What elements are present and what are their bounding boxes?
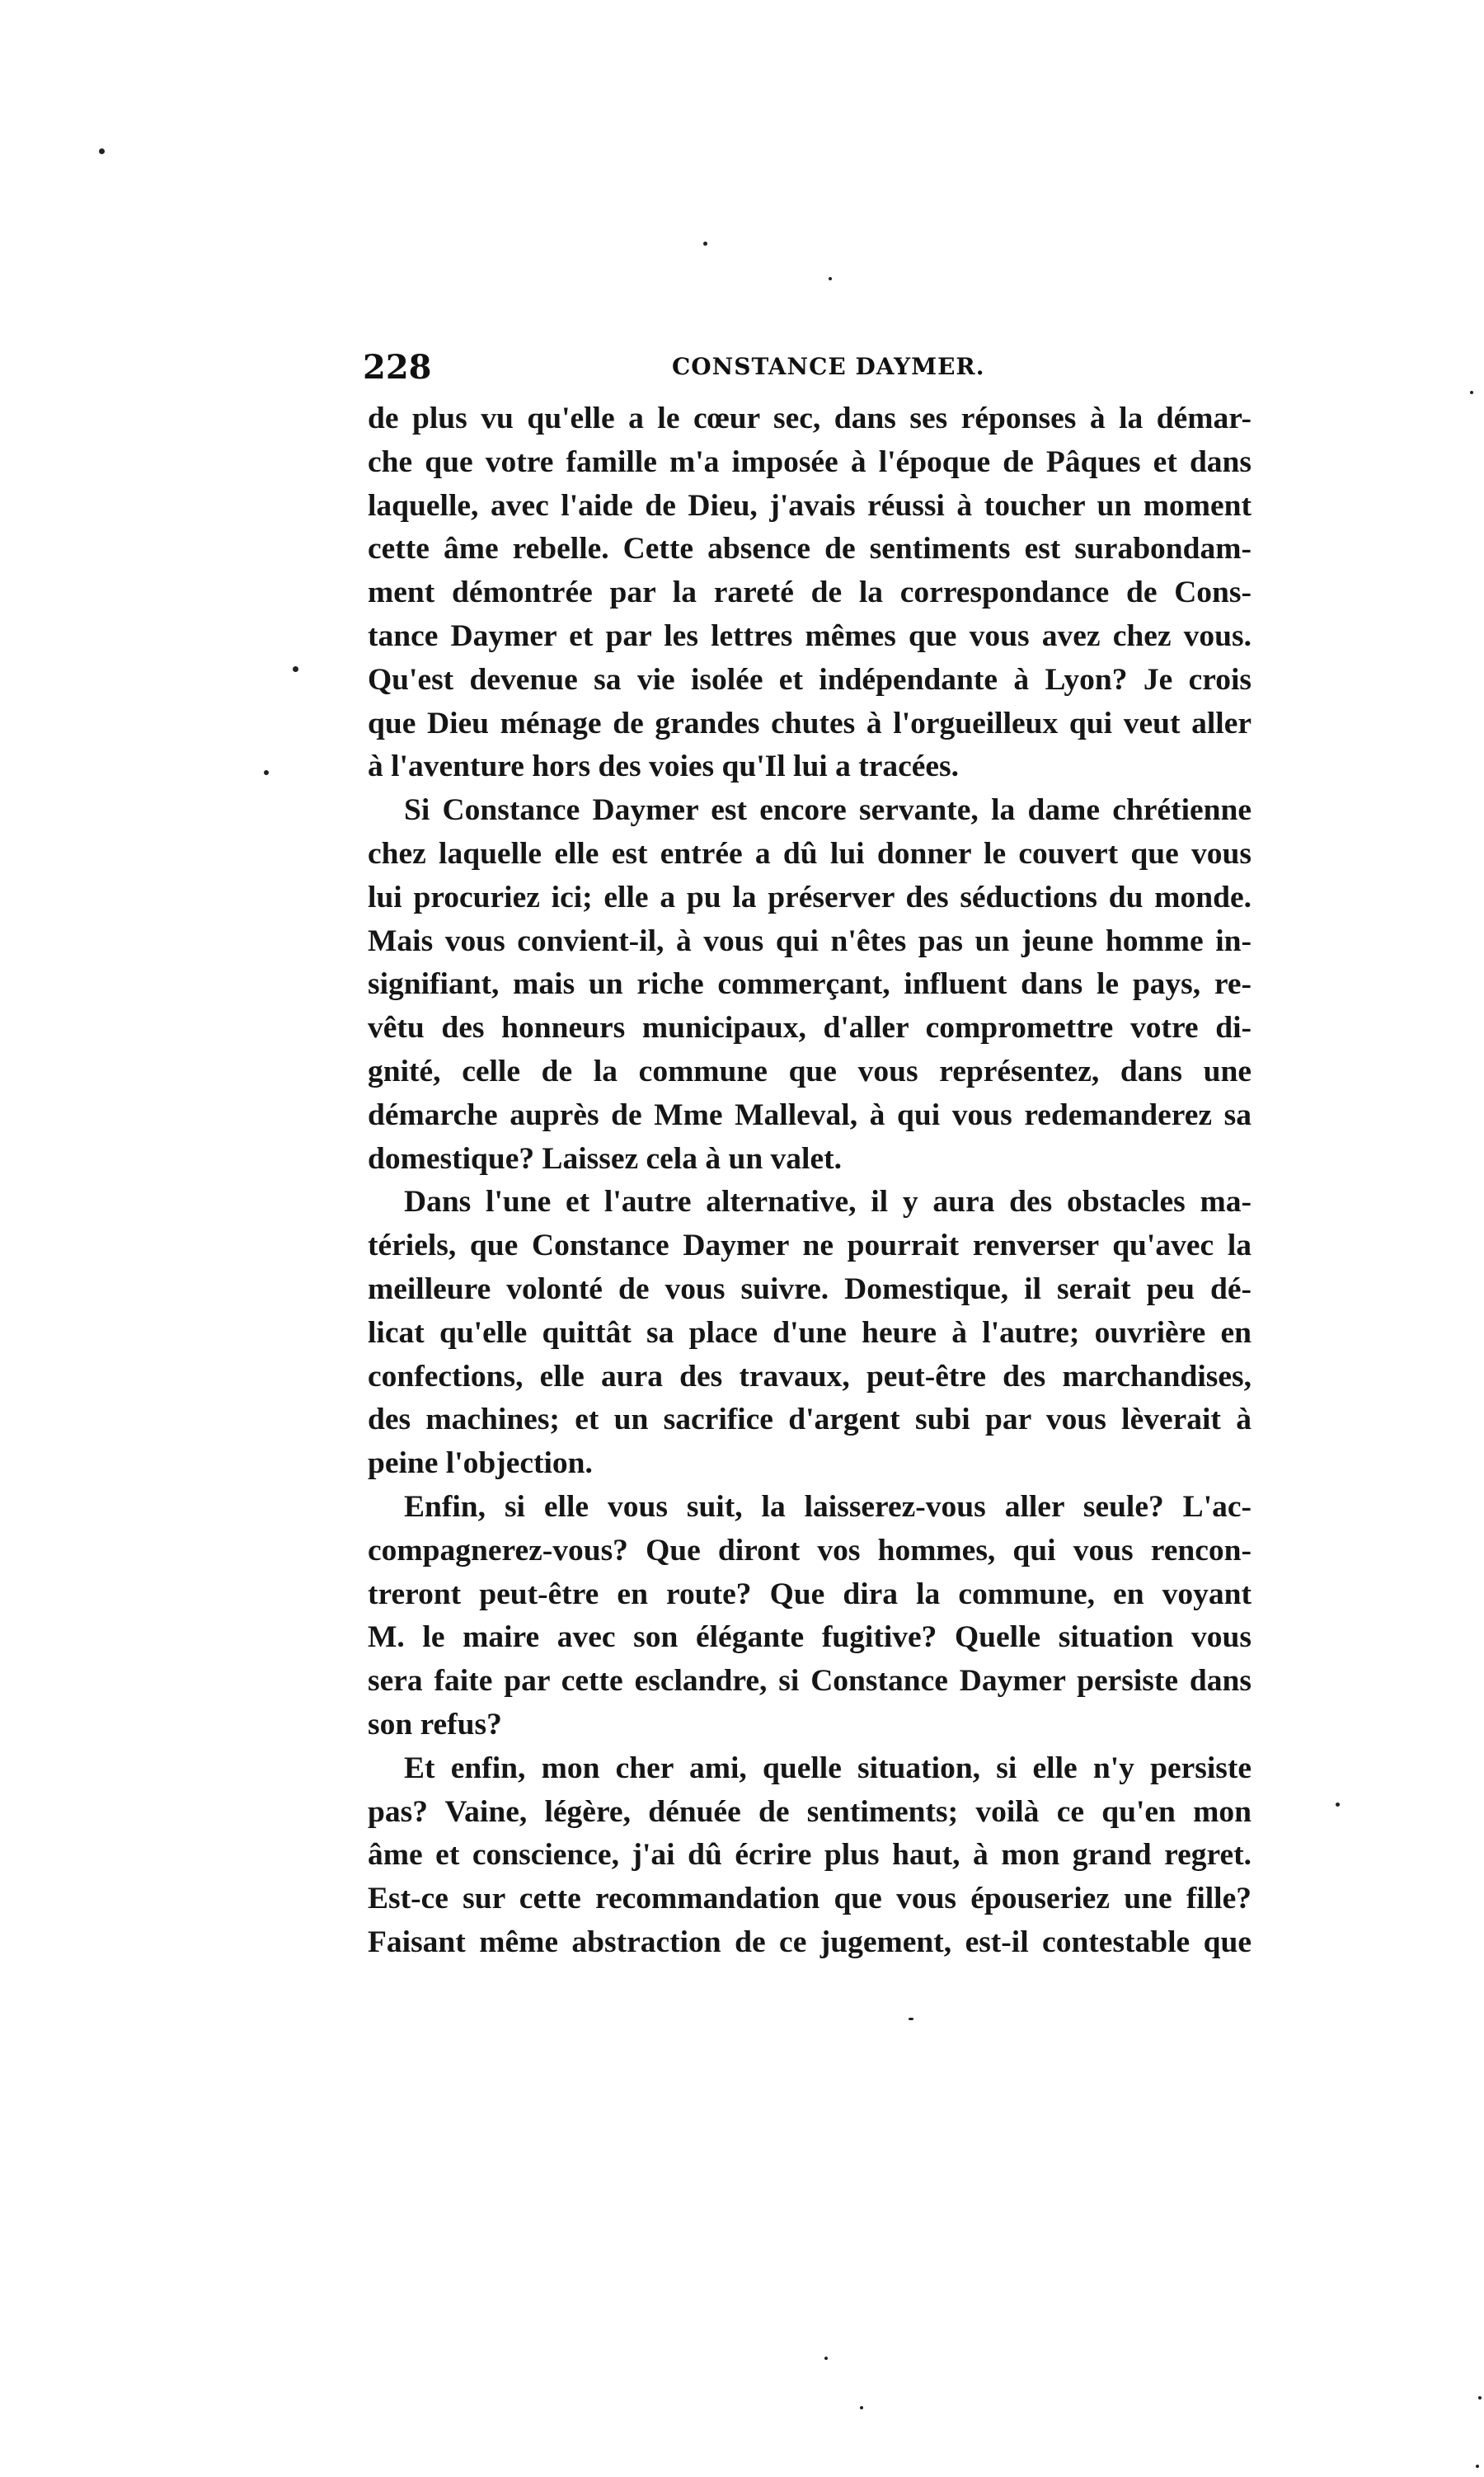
text-line: Faisant même abstraction de ce jugement, est-il contestable que (368, 1925, 1252, 1959)
text-line: meilleure volonté de vous suivre. Domestique, il serait peu dé- (368, 1271, 1252, 1306)
text-line: compagnerez-vous? Que diront vos hommes, qui vous rencon- (368, 1533, 1252, 1568)
scan-speck (1478, 2396, 1482, 2399)
text-line: chez laquelle elle est entrée a dû lui donner le couvert que vous (368, 836, 1252, 871)
text-line: cette âme rebelle. Cette absence de sentiments est surabondam- (368, 532, 1252, 566)
text-line: Mais vous convient-il, à vous qui n'êtes pas un jeune homme in- (368, 924, 1252, 958)
text-line: démarche auprès de Mme Malleval, à qui vous redemanderez sa (368, 1097, 1252, 1132)
text-line: Dans l'une et l'autre alternative, il y aura des obstacles ma- (404, 1185, 1252, 1220)
text-line: licat qu'elle quittât sa place d'une heure à l'autre; ouvrière en (368, 1315, 1252, 1350)
scan-speck (703, 242, 707, 246)
scan-speck (824, 2357, 828, 2360)
text-line: Qu'est devenue sa vie isolée et indépendante à Lyon? Je crois (368, 662, 1252, 697)
scan-speck (1476, 2465, 1479, 2468)
scan-speck (1336, 1803, 1340, 1807)
scan-speck (829, 277, 832, 280)
text-line: Et enfin, mon cher ami, quelle situation, si elle n'y persiste (404, 1751, 1252, 1785)
text-line: vêtu des honneurs municipaux, d'aller compromettre votre di- (368, 1011, 1252, 1046)
text-line: de plus vu qu'elle a le cœur sec, dans ses réponses à la démar- (368, 402, 1252, 435)
text-line: à l'aventure hors des voies qu'Il lui a tracées. (368, 750, 960, 784)
text-line: signifiant, mais un riche commerçant, influent dans le pays, re- (368, 967, 1252, 1002)
scan-speck (1470, 391, 1473, 394)
running-title: CONSTANCE DAYMER. (672, 353, 985, 380)
scan-speck (264, 770, 269, 775)
text-line: Est-ce sur cette recommandation que vous épouseriez une fille? (368, 1882, 1252, 1916)
text-line: sera faite par cette esclandre, si Constance Daymer persiste dans (368, 1664, 1252, 1699)
text-line: lui procuriez ici; elle a pu la préserver des séductions du monde. (368, 880, 1252, 914)
text-line: laquelle, avec l'aide de Dieu, j'avais réussi à toucher un moment (368, 488, 1252, 523)
scan-speck (293, 666, 298, 672)
text-line: treront peut-être en route? Que dira la commune, en voyant (368, 1577, 1252, 1611)
text-line: âme et conscience, j'ai dû écrire plus haut, à mon grand regret. (368, 1838, 1252, 1873)
text-line: confections, elle aura des travaux, peut-être des marchandises, (368, 1359, 1252, 1394)
scan-speck (99, 148, 105, 154)
text-line: tance Daymer et par les lettres mêmes que vous avez chez vous. (368, 618, 1252, 653)
page-number: 228 (363, 348, 432, 387)
text-line: Enfin, si elle vous suit, la laisserez-vous aller seule? L'ac- (404, 1489, 1252, 1524)
text-line: che que votre famille m'a imposée à l'époque de Pâques et dans (368, 444, 1252, 479)
text-line: tériels, que Constance Daymer ne pourrait renverser qu'avec la (368, 1229, 1252, 1263)
text-line: peine l'objection. (368, 1446, 593, 1481)
scan-speck (860, 2406, 863, 2409)
page-header (363, 345, 1253, 394)
text-line: que Dieu ménage de grandes chutes à l'orgueilleux qui veut aller (368, 706, 1252, 740)
text-line: pas? Vaine, légère, dénuée de sentiments; voilà ce qu'en mon (368, 1794, 1252, 1829)
text-line: Si Constance Daymer est encore servante, la dame chrétienne (404, 793, 1252, 828)
text-line: domestique? Laissez cela à un valet. (368, 1141, 842, 1176)
text-line: gnité, celle de la commune que vous représentez, dans une (368, 1054, 1252, 1088)
body-text (368, 397, 1252, 1965)
scan-speck (909, 2018, 913, 2020)
text-line: M. le maire avec son élégante fugitive? Quelle situation vous (368, 1620, 1252, 1655)
text-line: son refus? (368, 1707, 502, 1741)
text-line: ment démontrée par la rareté de la correspondance de Cons- (368, 576, 1252, 610)
text-line: des machines; et un sacrifice d'argent subi par vous lèverait à (368, 1403, 1252, 1437)
